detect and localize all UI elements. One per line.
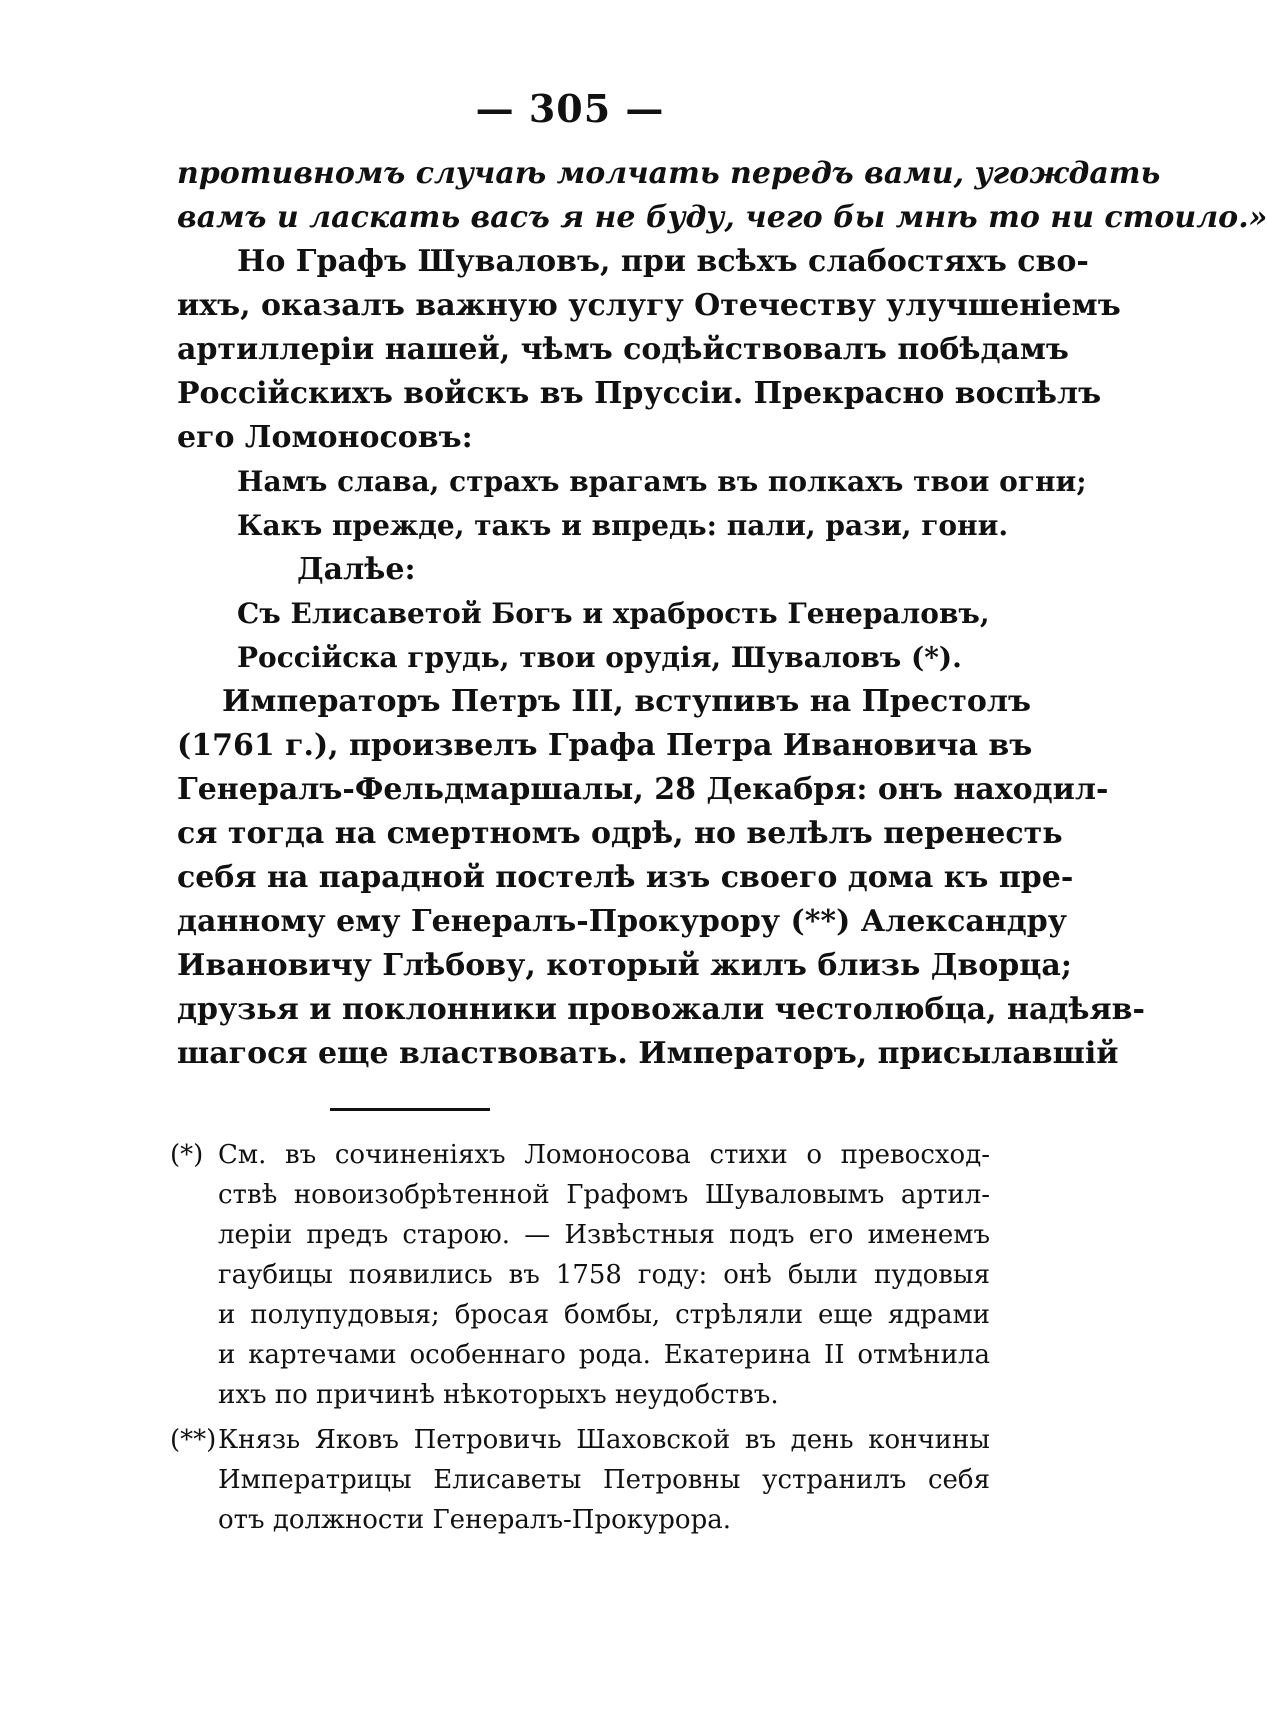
body-line: противномъ случаѣ молчать передъ вами, угождать [177,156,1161,191]
footnote-line: отъ должности Генералъ-Прокурора. [218,1505,731,1535]
further-label: Далѣе: [297,552,416,587]
body-line: Ивановичу Глѣбову, который жилъ близь Дворца; [177,948,1072,983]
body-line: ся тогда на смертномъ одрѣ, но велѣлъ перенесть [177,816,1063,851]
footnote-line: Императрицы Елисаветы Петровны устранилъ себя [218,1465,990,1495]
footnote-line: См. въ сочиненіяхъ Ломоносова стихи о превосход- [218,1140,990,1170]
body-line: Россійскихъ войскъ въ Пруссіи. Прекрасно воспѣлъ [177,376,1102,411]
body-line: артиллеріи нашей, чѣмъ содѣйствовалъ побѣдамъ [177,332,1069,367]
footnote-line: Князь Яковъ Петровичь Шаховской въ день кончины [218,1425,990,1455]
page-number: — 305 — [475,86,665,131]
footnote-line: гаубицы появились въ 1758 году: онѣ были пудовыя [218,1260,990,1290]
footnote-line: и картечами особеннаго рода. Екатерина II отмѣнила [218,1340,990,1370]
body-line: Генералъ-Фельдмаршалы, 28 Декабря: онъ находил- [177,772,1109,807]
body-line: Императоръ Петръ III, вступивъ на Престолъ [222,684,1032,719]
body-line: Но Графъ Шуваловъ, при всѣхъ слабостяхъ сво- [237,244,1089,279]
body-line: вамъ и ласкать васъ я не буду, чего бы мнѣ то ни стоило.» [177,200,1267,235]
footnote-line: леріи предъ старою. — Извѣстныя подъ его именемъ [218,1220,990,1250]
body-line: его Ломоносовъ: [177,420,473,455]
footnote-mark: (**) [170,1425,217,1455]
footnote-line: ствѣ новоизобрѣтенной Графомъ Шуваловымъ артил- [218,1180,990,1210]
verse-line: Какъ прежде, такъ и впредь: пали, рази, гони. [237,509,1009,542]
body-line: (1761 г.), произвелъ Графа Петра Ивановича въ [177,728,1033,763]
body-line: данному ему Генералъ-Прокурору (**) Александру [177,904,1067,939]
verse-line: Россійска грудь, твои орудія, Шуваловъ (*). [237,641,962,674]
body-line: ихъ, оказалъ важную услугу Отечеству улучшеніемъ [177,288,1121,323]
footnote-mark: (*) [170,1140,204,1170]
body-line: шагося еще властвовать. Императоръ, присылавшій [177,1036,1119,1071]
verse-line: Намъ слава, страхъ врагамъ въ полкахъ твои огни; [237,465,1087,498]
verse-line: Съ Елисаветой Богъ и храбрость Генераловъ, [237,597,990,630]
footnote-separator [330,1108,490,1111]
body-line: друзья и поклонники провожали честолюбца, надѣяв- [177,992,1145,1027]
footnote-line: ихъ по причинѣ нѣкоторыхъ неудобствъ. [218,1380,779,1410]
footnote-line: и полупудовыя; бросая бомбы, стрѣляли еще ядрами [218,1300,990,1330]
body-line: себя на парадной постелѣ изъ своего дома къ пре- [177,860,1074,895]
